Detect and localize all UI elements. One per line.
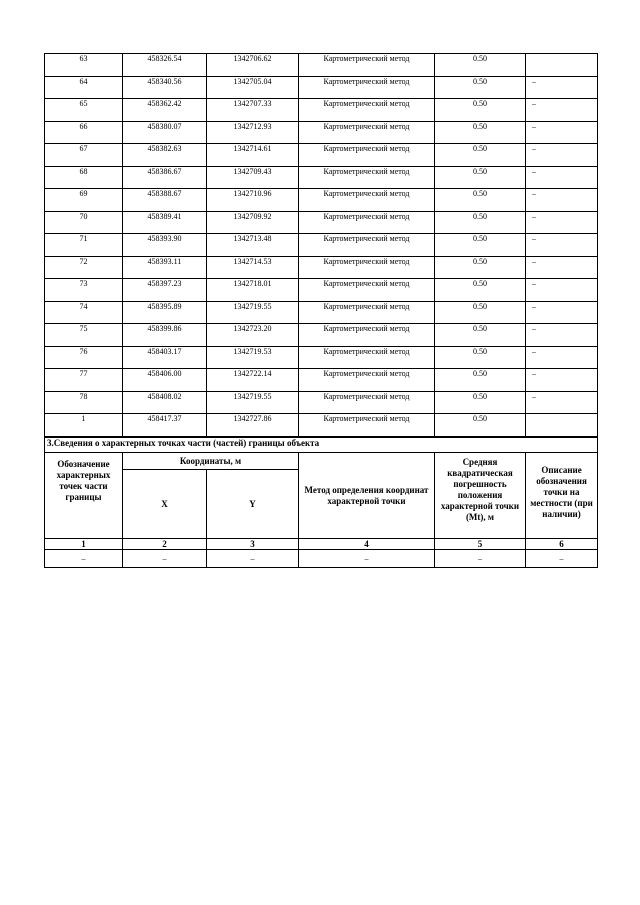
accuracy-cell: 0.50 [435, 346, 526, 369]
empty-cell: – [435, 550, 526, 568]
point-number-cell: 72 [45, 256, 123, 279]
header-y: Y [207, 470, 299, 539]
accuracy-cell: 0.50 [435, 121, 526, 144]
accuracy-cell: 0.50 [435, 144, 526, 167]
accuracy-cell: 0.50 [435, 369, 526, 392]
coord-x-cell: 458326.54 [123, 54, 207, 77]
col-number: 3 [207, 539, 299, 550]
accuracy-cell: 0.50 [435, 301, 526, 324]
coord-y-cell: 1342722.14 [207, 369, 299, 392]
description-cell: – [526, 76, 598, 99]
table-row [45, 256, 598, 279]
coord-y-cell: 1342709.92 [207, 211, 299, 234]
method-cell: Картометрический метод [299, 414, 435, 437]
coord-x-cell: 458386.67 [123, 166, 207, 189]
point-number-cell: 66 [45, 121, 123, 144]
coord-y-cell: 1342718.01 [207, 279, 299, 302]
method-cell: Картометрический метод [299, 144, 435, 167]
section-3-title: 3.Сведения о характерных точках части (частей) границы объекта [45, 438, 598, 453]
point-number-cell: 1 [45, 414, 123, 437]
empty-cell: – [45, 550, 123, 568]
part-points-table [44, 437, 598, 568]
coord-x-cell: 458389.41 [123, 211, 207, 234]
coord-y-cell: 1342709.43 [207, 166, 299, 189]
description-cell: – [526, 144, 598, 167]
accuracy-cell: 0.50 [435, 54, 526, 77]
table-row [45, 279, 598, 302]
table-row [45, 414, 598, 437]
method-cell: Картометрический метод [299, 234, 435, 257]
table-row [45, 189, 598, 212]
empty-cell: – [299, 550, 435, 568]
point-number-cell: 64 [45, 76, 123, 99]
point-number-cell: 63 [45, 54, 123, 77]
accuracy-cell: 0.50 [435, 414, 526, 437]
points-table [44, 53, 598, 437]
description-cell: – [526, 369, 598, 392]
table-row [45, 550, 598, 568]
method-cell: Картометрический метод [299, 279, 435, 302]
coord-y-cell: 1342714.53 [207, 256, 299, 279]
col-number: 1 [45, 539, 123, 550]
empty-cell: – [123, 550, 207, 568]
coord-y-cell: 1342727.86 [207, 414, 299, 437]
description-cell [526, 54, 598, 77]
coord-x-cell: 458380.07 [123, 121, 207, 144]
coord-x-cell: 458395.89 [123, 301, 207, 324]
point-number-cell: 74 [45, 301, 123, 324]
method-cell: Картометрический метод [299, 211, 435, 234]
coord-x-cell: 458397.23 [123, 279, 207, 302]
description-cell: – [526, 121, 598, 144]
point-number-cell: 70 [45, 211, 123, 234]
method-cell: Картометрический метод [299, 76, 435, 99]
header-coordinates: Координаты, м [123, 453, 299, 470]
method-cell: Картометрический метод [299, 346, 435, 369]
description-cell: – [526, 279, 598, 302]
table-row [45, 301, 598, 324]
coord-y-cell: 1342719.55 [207, 391, 299, 414]
point-number-cell: 69 [45, 189, 123, 212]
coord-y-cell: 1342713.48 [207, 234, 299, 257]
method-cell: Картометрический метод [299, 189, 435, 212]
description-cell: – [526, 301, 598, 324]
header-description: Описание обозначения точки на местности (при наличии) [526, 453, 598, 539]
accuracy-cell: 0.50 [435, 189, 526, 212]
point-number-cell: 75 [45, 324, 123, 347]
coord-y-cell: 1342705.04 [207, 76, 299, 99]
accuracy-cell: 0.50 [435, 211, 526, 234]
method-cell: Картометрический метод [299, 391, 435, 414]
description-cell: – [526, 166, 598, 189]
table-row [45, 346, 598, 369]
accuracy-cell: 0.50 [435, 256, 526, 279]
table-row [45, 144, 598, 167]
point-number-cell: 71 [45, 234, 123, 257]
table-row [45, 121, 598, 144]
coord-y-cell: 1342710.96 [207, 189, 299, 212]
table-row [45, 211, 598, 234]
accuracy-cell: 0.50 [435, 76, 526, 99]
empty-cell: – [207, 550, 299, 568]
header-designation: Обозначение характерных точек части границы [45, 453, 123, 539]
coord-y-cell: 1342719.55 [207, 301, 299, 324]
coord-x-cell: 458399.86 [123, 324, 207, 347]
header-accuracy: Средняя квадратическая погрешность положения характерной точки (Mt), м [435, 453, 526, 539]
empty-cell: – [526, 550, 598, 568]
col-number: 5 [435, 539, 526, 550]
coord-y-cell: 1342712.93 [207, 121, 299, 144]
coord-x-cell: 458403.17 [123, 346, 207, 369]
coord-y-cell: 1342719.53 [207, 346, 299, 369]
header-x: X [123, 470, 207, 539]
coord-y-cell: 1342706.62 [207, 54, 299, 77]
description-cell [526, 414, 598, 437]
point-number-cell: 77 [45, 369, 123, 392]
coord-y-cell: 1342714.61 [207, 144, 299, 167]
table-row [45, 324, 598, 347]
method-cell: Картометрический метод [299, 369, 435, 392]
method-cell: Картометрический метод [299, 121, 435, 144]
accuracy-cell: 0.50 [435, 166, 526, 189]
method-cell: Картометрический метод [299, 324, 435, 347]
coord-x-cell: 458393.11 [123, 256, 207, 279]
point-number-cell: 73 [45, 279, 123, 302]
table-row [45, 54, 598, 77]
method-cell: Картометрический метод [299, 301, 435, 324]
header-method: Метод определения координат характерной точки [299, 453, 435, 539]
description-cell: – [526, 99, 598, 122]
coord-x-cell: 458393.90 [123, 234, 207, 257]
description-cell: – [526, 234, 598, 257]
accuracy-cell: 0.50 [435, 324, 526, 347]
table-row [45, 99, 598, 122]
col-number: 6 [526, 539, 598, 550]
coord-x-cell: 458417.37 [123, 414, 207, 437]
table-row [45, 76, 598, 99]
coord-x-cell: 458340.56 [123, 76, 207, 99]
accuracy-cell: 0.50 [435, 234, 526, 257]
point-number-cell: 65 [45, 99, 123, 122]
point-number-cell: 67 [45, 144, 123, 167]
coord-x-cell: 458382.63 [123, 144, 207, 167]
description-cell: – [526, 346, 598, 369]
coord-x-cell: 458388.67 [123, 189, 207, 212]
coord-x-cell: 458362.42 [123, 99, 207, 122]
method-cell: Картометрический метод [299, 54, 435, 77]
accuracy-cell: 0.50 [435, 99, 526, 122]
method-cell: Картометрический метод [299, 166, 435, 189]
coord-y-cell: 1342723.20 [207, 324, 299, 347]
point-number-cell: 68 [45, 166, 123, 189]
table-row [45, 166, 598, 189]
point-number-cell: 78 [45, 391, 123, 414]
description-cell: – [526, 256, 598, 279]
coord-y-cell: 1342707.33 [207, 99, 299, 122]
coord-x-cell: 458406.00 [123, 369, 207, 392]
accuracy-cell: 0.50 [435, 279, 526, 302]
col-number: 2 [123, 539, 207, 550]
point-number-cell: 76 [45, 346, 123, 369]
description-cell: – [526, 189, 598, 212]
description-cell: – [526, 211, 598, 234]
accuracy-cell: 0.50 [435, 391, 526, 414]
col-number: 4 [299, 539, 435, 550]
description-cell: – [526, 324, 598, 347]
description-cell: – [526, 391, 598, 414]
table-row [45, 234, 598, 257]
table-row [45, 369, 598, 392]
table-row [45, 391, 598, 414]
method-cell: Картометрический метод [299, 99, 435, 122]
method-cell: Картометрический метод [299, 256, 435, 279]
coord-x-cell: 458408.02 [123, 391, 207, 414]
